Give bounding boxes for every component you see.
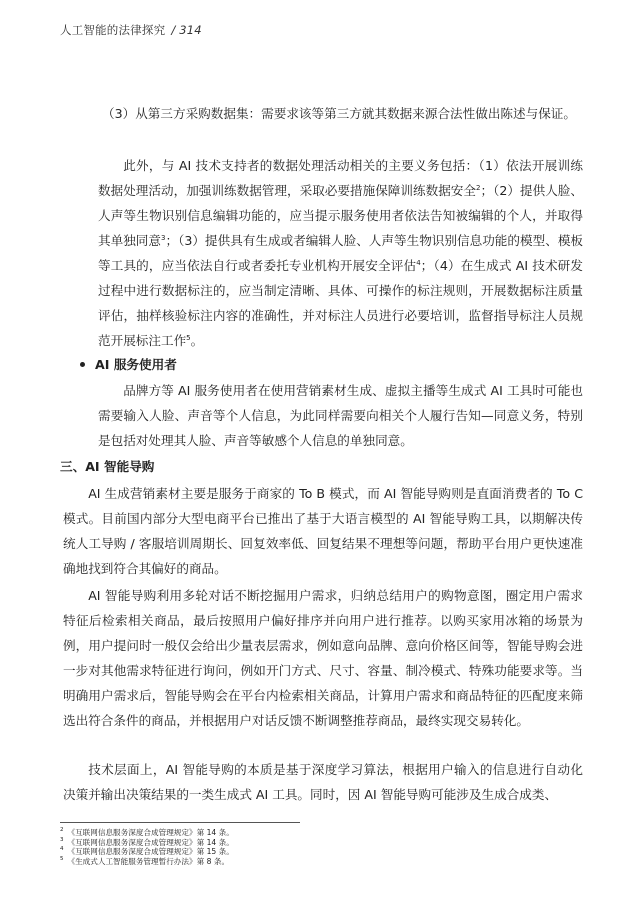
footnotes bbox=[60, 828, 580, 866]
footnote-item: $^4$ 《互联网信息服务深度合成管理规定》第 15 条。 bbox=[60, 846, 234, 856]
section-paragraph-1: AI 生成营销素材主要是服务于商家的 To B 模式，而 AI 智能导购则是直面消费者的 To C 模式。目前国内部分大型电商平台已推出了基于大语言模型的 AI 智能导购工具，以期解决传统人工导购 / 客服培训周期长、回复效率低、回复结果不理想等问题，帮助平台用户更快速准确地找到符合其偏好的商品。 bbox=[63, 486, 583, 576]
header-title: 人工智能的法律探究 bbox=[60, 23, 166, 37]
footnote-ref-2[interactable]: 2 bbox=[476, 183, 481, 192]
section-heading: 三、AI 智能导购 bbox=[60, 459, 155, 474]
footnote-ref-5[interactable]: 5 bbox=[186, 333, 191, 342]
running-header bbox=[60, 22, 202, 38]
footnote-item: $^3$ 《互联网信息服务深度合成管理规定》第 14 条。 bbox=[60, 836, 234, 847]
footnote-item: $^2$ 《互联网信息服务深度合成管理规定》第 14 条。 bbox=[60, 827, 234, 837]
bullet-dot-icon bbox=[80, 362, 85, 367]
bullet-paragraph: 品牌方等 AI 服务使用者在使用营销素材生成、虚拟主播等生成式 AI 工具时可能也需要输入人脸、声音等个人信息，为此同样需要向相关个人履行告知—同意义务，特别是包括对处理其人脸、声音等敏感个人信息的单独同意。 bbox=[98, 383, 583, 448]
footnote-ref-4[interactable]: 4 bbox=[416, 258, 421, 267]
section-paragraph-3: 技术层面上，AI 智能导购的本质是基于深度学习算法，根据用户输入的信息进行自动化决策并输出决策结果的一类生成式 AI 工具。同时，因 AI 智能导购可能涉及生成合成类、 bbox=[63, 762, 583, 802]
bullet-heading: AI 服务使用者 bbox=[80, 352, 177, 377]
header-page-number: / 314 bbox=[171, 23, 202, 37]
item-3-paragraph: （3）从第三方采购数据集：需要求该等第三方就其数据来源合法性做出陈述与保证。 bbox=[102, 106, 576, 121]
section-paragraph-2: AI 智能导购利用多轮对话不断挖掘用户需求，归纳总结用户的购物意图，圈定用户需求特征后检索相关商品，最后按照用户偏好排序并向用户进行推荐。以购买家用冰箱的场景为例，用户提问时一般仅会给出少量表层需求，例如意向品牌、意向价格区间等，智能导购会进一步对其他需求特征进行询问，例如开门方式、尺寸、容量、制冷模式、特殊功能要求等。当明确用户需求后，智能导购会在平台内检索相关商品，计算用户需求和商品特征的匹配度来筛选出符合条件的商品，并根据用户对话反馈不断调整推荐商品，最终实现交易转化。 bbox=[63, 588, 583, 728]
obligations-paragraph: 此外，与 AI 技术支持者的数据处理活动相关的主要义务包括：（1）依法开展训练数据处理活动，加强训练数据管理，采取必要措施保障训练数据安全$^2$；（2）提供人脸、人声等生物识别信息编辑功能的，应当提示服务使用者依法告知被编辑的个人，并取得其单独同意$^3$；（3）提供具有生成或者编辑人脸、人声等生物识别信息功能的模型、模板等工具的，应当依法自行或者委托专业机构开展安全评估$^4$；（4）在生成式 AI 技术研发过程中进行数据标注的，应当制定清晰、具体、可操作的标注规则，开展数据标注质量评估，抽样核验标注内容的准确性，并对标注人员进行必要培训，监督指导标注人员规范开展标注工作$^5$。 bbox=[98, 158, 584, 348]
footnote-ref-3[interactable]: 3 bbox=[161, 233, 166, 242]
footnote-item: $^5$ 《生成式人工智能服务管理暂行办法》第 8 条。 bbox=[60, 855, 230, 866]
footnote-divider bbox=[60, 822, 300, 823]
